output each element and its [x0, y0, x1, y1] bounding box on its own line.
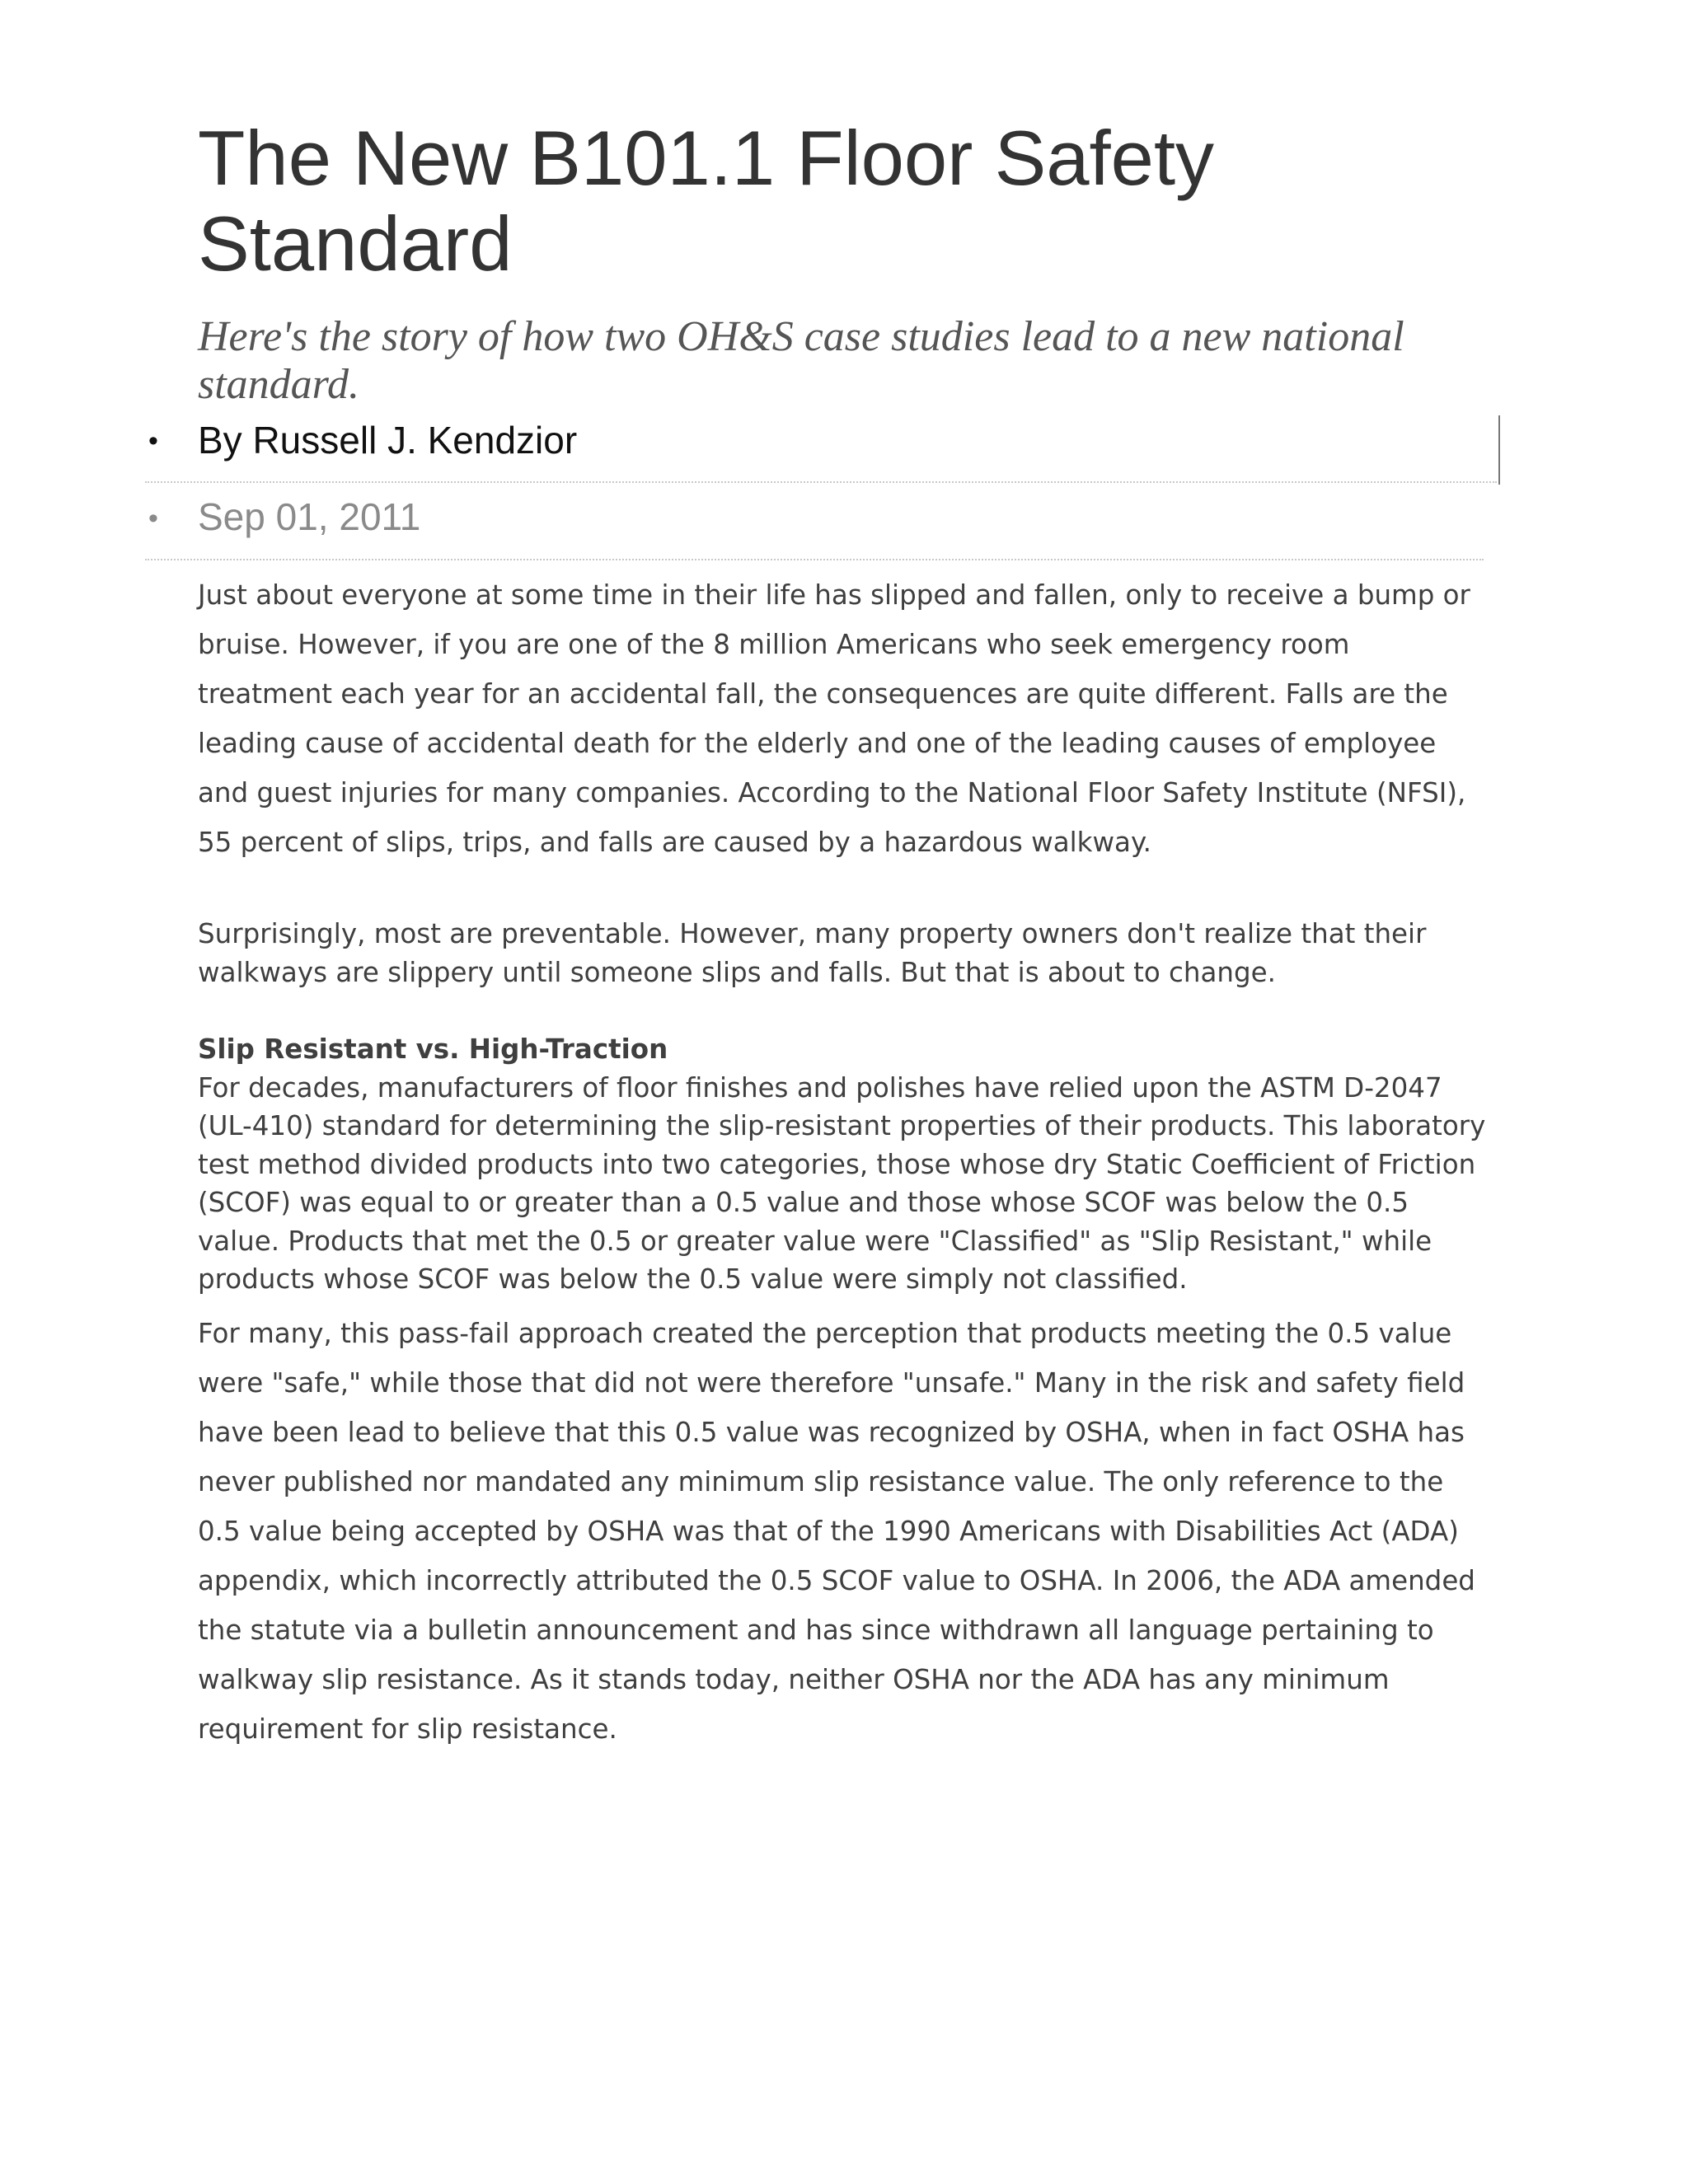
bullet-icon: •: [148, 425, 158, 457]
section-heading: Slip Resistant vs. High-Traction: [198, 1033, 668, 1065]
paragraph-preventable: Surprisingly, most are preventable. However, many property owners don't realize that their walkways are slippery until someone slips and falls. But that is about to change.: [198, 918, 1427, 988]
date-item: [145, 483, 1484, 560]
article-subtitle: Here's the story of how two OH&S case studies lead to a new national standard.: [198, 313, 1404, 408]
vertical-divider: [1498, 415, 1500, 485]
paragraph-astm: For decades, manufacturers of floor finishes and polishes have relied upon the ASTM D-2047 (UL-410) standard for determining the slip-resistant properties of their products. This laboratory test method divided products into two categories, those whose dry Static Coefficient of Friction (SCOF) was equal to or greater than a 0.5 value and those whose SCOF was below the 0.5 value. Products that met the 0.5 or greater value were "Classified" as "Slip Resistant," while products whose SCOF was below the 0.5 value were simply not classified.: [198, 1071, 1486, 1295]
author-item: [145, 409, 1497, 483]
article-title: The New B101.1 Floor Safety Standard: [198, 115, 1215, 287]
paragraph-passfail: For many, this pass-fail approach created the perception that products meeting the 0.5 value were "safe," while those that did not were therefore "unsafe." Many in the risk and safety field have been lead to believe that this 0.5 value was recognized by OSHA, when in fact OSHA has never published nor mandated any minimum slip resistance value. The only reference to the 0.5 value being accepted by OSHA was that of the 1990 Americans with Disabilities Act (ADA) appendix, which incorrectly attributed the 0.5 SCOF value to OSHA. In 2006, the ADA amended the statute via a bulletin announcement and has since withdrawn all language pertaining to walkway slip resistance. As it stands today, neither OSHA nor the ADA has any minimum requirement for slip resistance.: [198, 1318, 1475, 1745]
article-meta-list: [145, 409, 1497, 560]
bullet-icon: •: [148, 503, 158, 534]
author-byline[interactable]: By Russell J. Kendzior: [198, 419, 578, 462]
publish-date: Sep 01, 2011: [198, 495, 421, 538]
section-slip-resistant: [198, 1030, 1492, 1299]
paragraph-intro: Just about everyone at some time in their life has slipped and fallen, only to receive a bump or bruise. However, if you are one of the 8 million Americans who seek emergency room treatment each year for an accidental fall, the consequences are quite different. Falls are the leading cause of accidental death for the elderly and one of the leading causes of employee and guest injuries for many companies. According to the National Floor Safety Institute (NFSI), 55 percent of slips, trips, and falls are caused by a hazardous walkway.: [198, 579, 1470, 858]
